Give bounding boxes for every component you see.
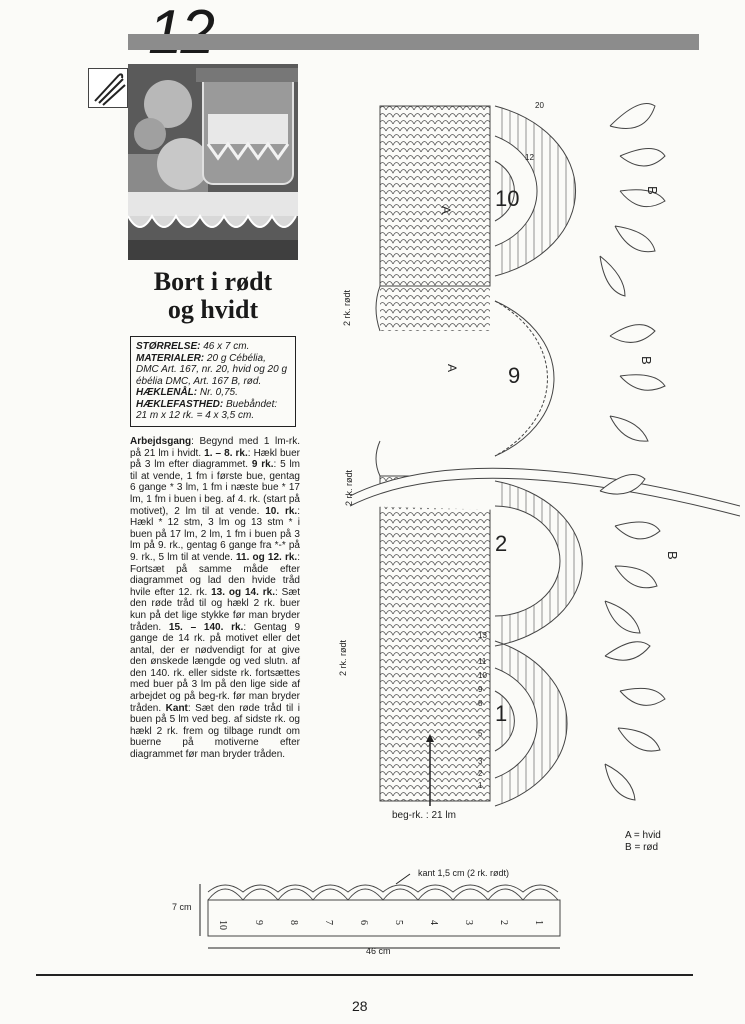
page-number: 28 <box>352 998 368 1014</box>
rows-11-12-text: : Fortsæt på samme måde efter diagrammet og lad den hvide tråd hvile efter 12. rk. <box>130 551 300 598</box>
start-row-label: beg-rk. : 21 lm <box>392 810 456 821</box>
strip-motif-10: 10 <box>217 920 228 930</box>
mesh-a-label-top: A <box>439 206 453 215</box>
rows-13-14-label: 13. og 14. rk. <box>211 586 276 598</box>
rows-1-8-text: : Hækl buer på 3 lm efter diagrammet. <box>130 447 300 471</box>
strip-motif-6: 6 <box>358 920 369 925</box>
row-9-text: : 5 lm til at vende, 1 fm i første bue, gentag 6 gange * 3 lm, 1 fm i næste bue * 17 lm, 1 fm i buen i beg. af 4. rk. (start på motivet), 2 lm til at vende. <box>130 459 300 517</box>
row-20-label: 20 <box>535 101 544 110</box>
motif-9-label: 9 <box>508 363 521 388</box>
legend-b: B = rød <box>625 842 659 853</box>
border-strip-diagram <box>170 866 570 966</box>
specs-box <box>130 336 296 427</box>
row-1-label: 1 <box>478 781 483 790</box>
motif-9 <box>495 301 554 456</box>
mesh-band-top <box>380 106 490 286</box>
gauge-value: Buebåndet: 21 m x 12 rk. = 4 x 3,5 cm. <box>136 398 278 421</box>
rows-15-140-text: : Gentag 9 gange de 14 rk. på motivet eller det antal, der er nødvendigt for at give den ønskede længde og ved slutn. af den 140. rk. eller sidste rk. fortsættes med buer på 3 lm på den lige side af arbejdet og på beg-rk. før man bryder tråden. <box>130 621 301 714</box>
row-8-label: 8 <box>478 699 483 708</box>
strip-motif-9: 9 <box>253 920 264 925</box>
edge-b-label-1: B <box>645 186 660 195</box>
edge-text: : Sæt den røde tråd til i buen på 5 lm ved beg. af sidste rk. og hækl 2 rk. frem og tilbage rundt om buerne på motiverne efter diagrammet før man bryder tråden. <box>130 702 300 761</box>
edge-b-label-3: B <box>665 551 680 560</box>
row-12-label: 12 <box>525 153 534 162</box>
crochet-chart <box>330 96 740 836</box>
size-label: STØRRELSE: <box>136 341 201 352</box>
motif-10-label: 10 <box>495 186 520 211</box>
hook-value: Nr. 0,75. <box>199 387 238 398</box>
strip-motif-8: 8 <box>288 920 299 925</box>
title-line-1: Bort i rødt <box>153 267 273 296</box>
gauge-label: HÆKLEFASTHED: <box>136 398 224 410</box>
row-10-label: 10 <box>478 671 487 680</box>
strip-motif-3: 3 <box>463 920 474 925</box>
bottom-rule <box>36 974 693 976</box>
mesh-band-mid <box>380 286 490 331</box>
edge-b-label-2: B <box>639 356 654 365</box>
strip-motif-1: 1 <box>533 920 544 925</box>
strip-edge-note: kant 1,5 cm (2 rk. rødt) <box>418 868 510 878</box>
edge-petals <box>600 104 665 801</box>
mesh-left-edge <box>376 286 380 476</box>
strip-motif-labels <box>217 920 544 930</box>
red-rows-label-1: 2 rk. rødt <box>342 289 352 326</box>
rows-1-8-label: 1. – 8. rk. <box>204 447 248 459</box>
strip-motif-7: 7 <box>323 920 334 925</box>
strip-motif-5: 5 <box>393 920 404 925</box>
strip-motif-4: 4 <box>428 920 439 925</box>
row-2-label: 2 <box>478 769 483 778</box>
materials-value: 20 g Cébélia, DMC Art. 167, nr. 20, hvid og 20 g ébélia DMC, Art. 167 B, rød. <box>136 352 288 387</box>
row-9-label: 9 <box>478 685 483 694</box>
row-10-text: : Hækl * 12 stm, 3 lm og 13 stm * i buen på 17 lm, 2 lm, 1 fm i buen på 3 lm på 9. rk., gentag 6 gange fra *-* på 9. rk., 5 lm til at vende. <box>130 505 300 563</box>
strip-height-label: 7 cm <box>172 902 192 912</box>
row-5-label: 5 <box>478 729 483 738</box>
intro-label: Arbejdsgang <box>130 436 192 447</box>
red-rows-label-3: 2 rk. rødt <box>338 639 348 676</box>
crochet-hook-icon <box>88 68 128 108</box>
product-photo <box>128 64 298 260</box>
mesh-band-blank <box>385 331 490 441</box>
pattern-title <box>128 268 298 324</box>
hook-label: HÆKLENÅL: <box>136 387 198 398</box>
rows-15-140-label: 15. – 140. rk. <box>168 621 244 633</box>
rows-11-12-label: 11. og 12. rk. <box>236 551 298 563</box>
row-11-label: 11 <box>478 657 487 666</box>
edge-label: Kant <box>165 702 188 714</box>
row-13-label: 13 <box>478 631 487 640</box>
strip-motif-2: 2 <box>498 920 509 925</box>
mesh-a-label-mid: A <box>445 364 459 373</box>
header-bar <box>128 34 699 50</box>
title-line-2: og hvidt <box>167 295 259 324</box>
red-rows-label-2: 2 rk. rødt <box>344 469 354 506</box>
row-3-label: 3 <box>478 757 483 766</box>
mesh-band-bottom <box>380 476 490 801</box>
color-legend <box>625 830 661 854</box>
materials-label: MATERIALER: <box>136 352 205 364</box>
row-10-label: 10. rk. <box>265 505 298 517</box>
size-value: 46 x 7 cm. <box>203 341 250 352</box>
intro-text: : Begynd med 1 lm-rk. på 21 lm i hvidt. <box>130 436 300 459</box>
strip-scallops <box>208 885 558 900</box>
legend-a: A = hvid <box>625 830 661 841</box>
rows-13-14-text: : Sæt den røde tråd til og hækl 2 rk. buer kun på det lige stykke før man bryder tråden. <box>130 586 301 633</box>
motif-1-label: 1 <box>495 701 508 726</box>
motif-2-label: 2 <box>495 531 508 556</box>
row-9-label: 9 rk. <box>251 459 274 471</box>
instructions-text <box>130 436 300 761</box>
strip-width-label: 46 cm <box>366 946 391 956</box>
pattern-number <box>148 2 213 64</box>
